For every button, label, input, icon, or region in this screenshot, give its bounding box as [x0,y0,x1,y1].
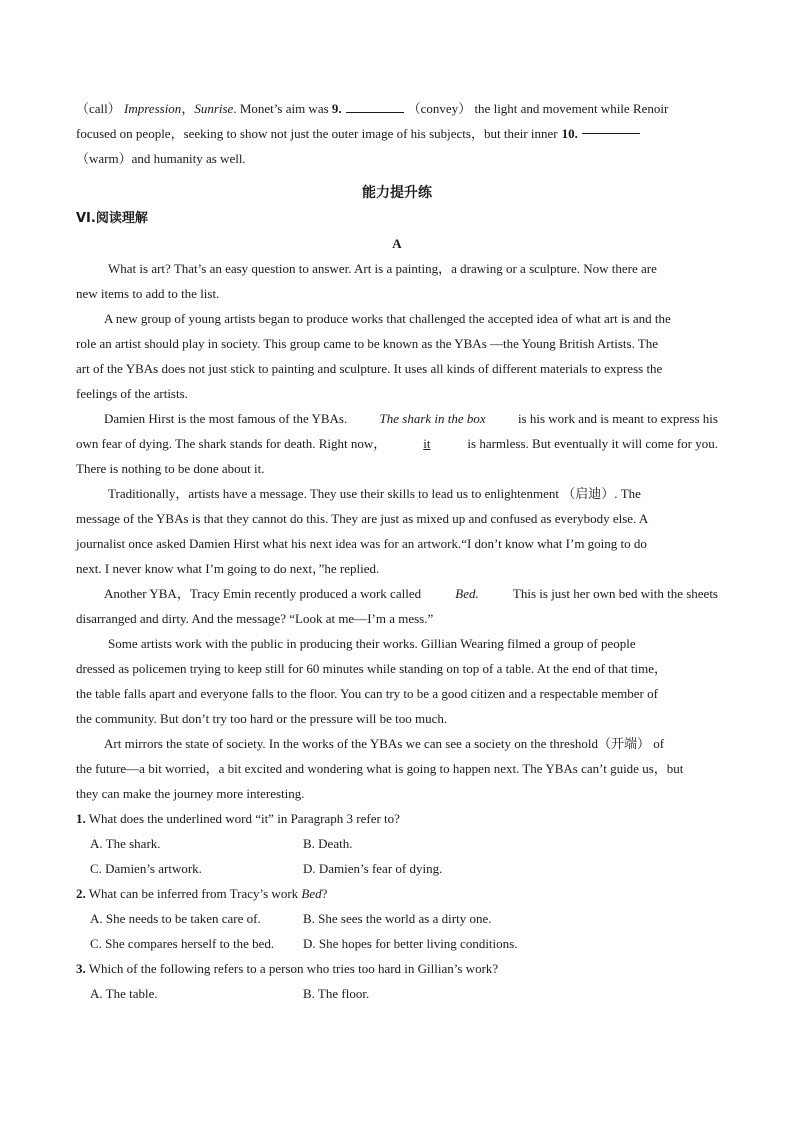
answer-blank-9[interactable] [346,100,404,113]
text: focused on people，seeking to show not just the outer image of his subjects，but their inner [76,126,558,141]
text: （convey） the light and movement while Renoir [407,101,669,116]
option-c[interactable]: C. She compares herself to the bed. [90,936,275,951]
option-d[interactable]: D. Damien’s fear of dying. [303,861,443,876]
paragraph-6-line: the community. But don’t try too hard or the pressure will be too much. [76,711,448,726]
paragraph-2-line: A new group of young artists began to produce works that challenged the accepted idea of what art is and the [104,311,671,326]
fill-blank-line-1 [76,96,718,121]
fill-blank-line-3 [76,146,718,171]
artwork-title: Bed [301,886,322,901]
paragraph-2-line: art of the YBAs does not just stick to painting and sculpture. It uses all kinds of different materials to express the [76,361,663,376]
question-3 [76,956,718,981]
section-title: 能力提升练 [362,185,432,201]
artwork-title: Impression [124,101,182,116]
paragraph-6-line: the table falls apart and everyone falls to the floor. You can try to be a good citizen and a respectable member of [76,686,658,701]
option-b[interactable]: B. The floor. [303,986,370,1001]
paragraph-2-line: role an artist should play in society. This group came to be known as the YBAs —the Young British Artists. The [76,336,659,351]
blank-number-10: 10. [561,126,578,141]
question-1 [76,806,718,831]
paragraph-4-line: Traditionally，artists have a message. They use their skills to lead us to enlightenment （启迪）. The [108,486,641,501]
paragraph-7-line: Art mirrors the state of society. In the works of the YBAs we can see a society on the threshold（开端） of [104,736,665,751]
text: Another YBA，Tracy Emin recently produced a work called [104,586,422,601]
paragraph-3-line: There is nothing to be done about it. [76,461,265,476]
paragraph-2-line: feelings of the artists. [76,386,188,401]
question-2 [76,881,718,906]
blank-number-9: 9. [331,101,342,116]
question-3-options-row [76,981,718,1006]
question-text: What does the underlined word “it” in Paragraph 3 refer to? [88,811,400,826]
text: ， [181,101,195,116]
text: （call） [76,101,121,116]
text: Damien Hirst is the most famous of the YBAs. [104,411,348,426]
option-c[interactable]: C. Damien’s artwork. [90,861,202,876]
paragraph-4-line: message of the YBAs is that they cannot do this. They are just as mixed up and confused as everybody else. A [76,511,649,526]
paragraph-3-line [76,431,718,456]
text: （warm）and humanity as well. [76,151,246,166]
artwork-title: Sunrise [194,101,234,116]
text: This is just her own bed with the sheets [512,586,718,601]
underlined-word: it [423,436,431,451]
paragraph-3-line [76,406,718,431]
answer-blank-10[interactable] [582,121,640,134]
question-2-options-row [76,906,718,931]
option-a[interactable]: A. The shark. [90,836,161,851]
option-a[interactable]: A. The table. [90,986,158,1001]
question-text: Which of the following refers to a person who tries too hard in Gillian’s work? [88,961,499,976]
text: is his work and is meant to express his [517,411,718,426]
question-number: 3. [76,961,86,976]
passage-label: A [392,236,402,251]
paragraph-4-line: next. I never know what I’m going to do next，”he replied. [76,561,380,576]
paragraph-6-line: dressed as policemen trying to keep still for 60 minutes while standing on top of a table. At the end of that time， [76,661,668,676]
paragraph-1-line: What is art? That’s an easy question to answer. Art is a painting，a drawing or a sculpture. Now there are [108,261,657,276]
option-b[interactable]: B. She sees the world as a dirty one. [303,911,492,926]
question-1-options-row [76,831,718,856]
question-text: ? [321,886,328,901]
section-heading: VI.阅读理解 [76,211,148,226]
option-d[interactable]: D. She hopes for better living conditions. [303,936,518,951]
paragraph-4-line: journalist once asked Damien Hirst what his next idea was for an artwork.“I don’t know what I’m going to do [76,536,647,551]
artwork-title: The shark in the box [379,411,486,426]
question-number: 2. [76,886,86,901]
paragraph-6-line: Some artists work with the public in producing their works. Gillian Wearing filmed a group of people [108,636,636,651]
text: is harmless. But eventually it will come for you. [467,436,718,451]
fill-blank-line-2 [76,121,718,146]
question-text: What can be inferred from Tracy’s work [88,886,299,901]
artwork-title: Bed. [455,586,479,601]
question-2-options-row [76,931,718,956]
option-b[interactable]: B. Death. [303,836,353,851]
text: own fear of dying. The shark stands for death. Right now， [76,436,387,451]
text: . Monet’s aim was [233,101,329,116]
paragraph-5-line: disarranged and dirty. And the message? “Look at me—I’m a mess.” [76,611,434,626]
text-segment [76,96,668,121]
paragraph-7-line: they can make the journey more interesting. [76,786,305,801]
question-1-options-row [76,856,718,881]
paragraph-1-line: new items to add to the list. [76,286,220,301]
question-number: 1. [76,811,86,826]
paragraph-5-line [76,581,718,606]
option-a[interactable]: A. She needs to be taken care of. [90,911,261,926]
paragraph-7-line: the future—a bit worried，a bit excited and wondering what is going to happen next. The YBAs can’t guide us，but [76,761,684,776]
worksheet-page [76,96,718,1006]
